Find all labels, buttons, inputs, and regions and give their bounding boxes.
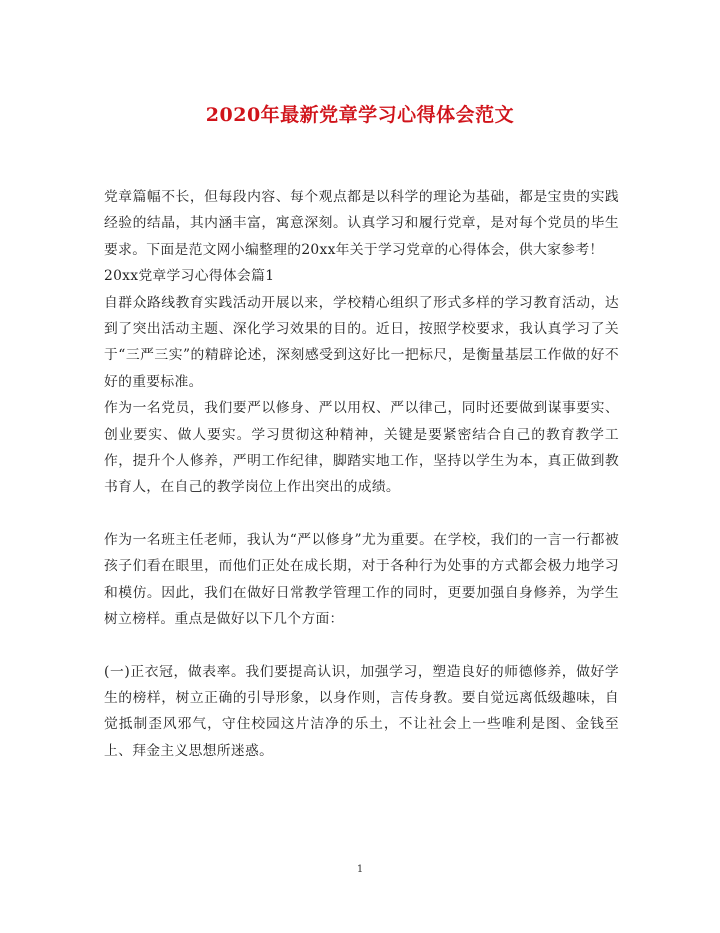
paragraph-spacer [104,633,619,659]
body-paragraph-2: 作为一名党员，我们要严以修身、严以用权、严以律己，同时还要做到谋事要实、创业要实、做人要实。学习贯彻这种精神，关键是要紧密结合自己的教育教学工作，提升个人修养，严明工作纪律，脚踏实地工作，坚持以学生为本，真正做到教书育人，在自己的教学岗位上作出突出的成绩。 [104,400,619,496]
intro-paragraph: 党章篇幅不长，但每段内容、每个观点都是以科学的理论为基础，都是宝贵的实践经验的结晶，其内涵丰富，寓意深刻。认真学习和履行党章，是对每个党员的毕生要求。下面是范文网小编整理的20xx年关于学习党章的心得体会，供大家参考！ [104,189,619,258]
body-paragraph-1: 自群众路线教育实践活动开展以来，学校精心组织了形式多样的学习教育活动，达到了突出活动主题、深化学习效果的目的。近日，按照学校要求，我认真学习了关于“三严三实”的精辟论述，深刻感受到这好比一把标尺，是衡量基层工作做的好不好的重要标准。 [104,294,619,390]
paragraph-spacer [104,501,619,527]
body-paragraph-3: 作为一名班主任老师，我认为“严以修身”尤为重要。在学校，我们的一言一行都被孩子们看在眼里，而他们正处在成长期，对于各种行为处事的方式都会极力地学习和模仿。因此，我们在做好日常教学管理工作的同时，更要加强自身修养，为学生树立榜样。重点是做好以下几个方面： [104,531,619,628]
page-number: 1 [356,864,364,875]
document-body [104,184,619,764]
document-title: 2020年最新党章学习心得体会范文 [205,104,515,126]
body-paragraph-4: (一)正衣冠，做表率。我们要提高认识，加强学习，塑造良好的师德修养，做好学生的榜样，树立正确的引导形象，以身作则，言传身教。要自觉远离低级趣味，自觉抵制歪风邪气，守住校园这片洁净的乐土，不让社会上一些唯利是图、金钱至上、拜金主义思想所迷惑。 [104,663,619,759]
section-heading: 20xx党章学习心得体会篇1 [104,268,275,285]
